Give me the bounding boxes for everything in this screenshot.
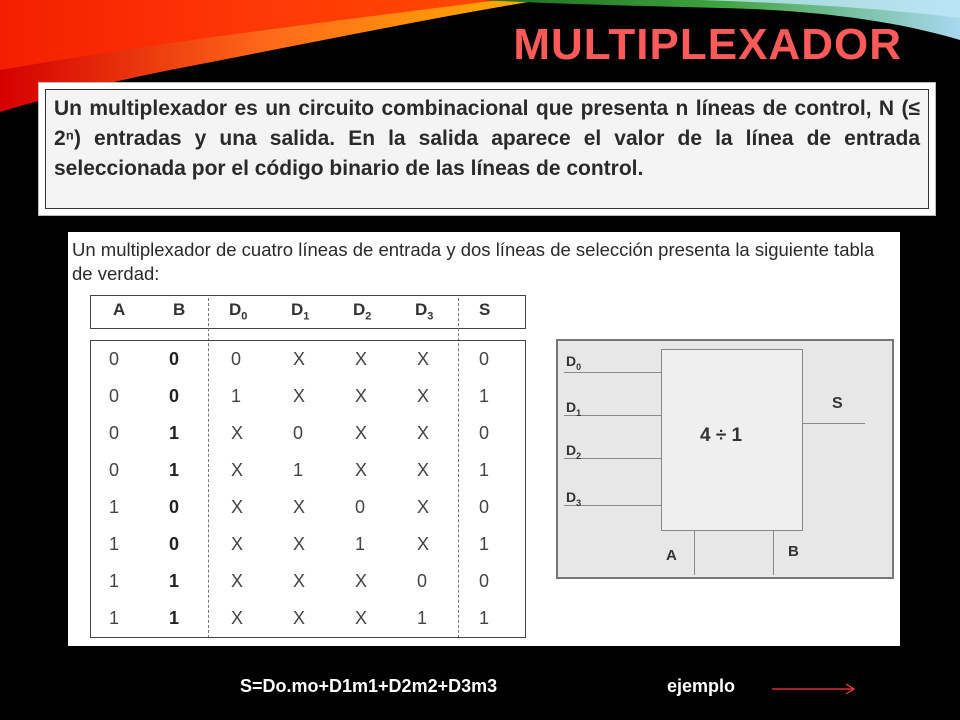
table-cell: 0: [231, 349, 242, 369]
table-row: [91, 567, 525, 604]
table-cell: X: [231, 608, 244, 628]
select-a: A: [666, 547, 677, 564]
table-cell: X: [417, 460, 430, 480]
table-cell: X: [231, 571, 244, 591]
header-d3: $D_3$: [415, 300, 434, 323]
table-cell: X: [417, 497, 430, 517]
table-cell: 1: [109, 571, 120, 591]
slide-title: MULTIPLEXADOR: [513, 20, 902, 69]
table-cell: X: [293, 571, 306, 591]
table-cell: X: [293, 349, 306, 369]
table-row: [91, 345, 525, 382]
table-cell: 1: [109, 608, 120, 628]
table-cell: 0: [479, 497, 490, 517]
table-cell: 1: [231, 386, 242, 406]
truth-table-panel: [68, 232, 900, 646]
header-d2: $D_2$: [353, 300, 372, 323]
table-row: [91, 604, 525, 641]
table-row: [91, 419, 525, 456]
table-intro: Un multiplexador de cuatro líneas de entrada y dos líneas de selección presenta la siguiente tabla de verdad:: [72, 239, 875, 284]
input-d0: $D_0$: [566, 353, 582, 372]
table-cell: X: [417, 386, 430, 406]
input-d2: $D_2$: [566, 442, 582, 461]
mux-block-label: 4 ÷ 1: [700, 425, 743, 446]
table-cell: X: [355, 423, 368, 443]
table-row: [91, 530, 525, 567]
table-cell: X: [355, 571, 368, 591]
input-d1: $D_1$: [566, 399, 582, 418]
table-cell: 1: [293, 460, 304, 480]
table-cell: 1: [479, 608, 490, 628]
table-cell: 1: [169, 460, 180, 480]
table-cell: 0: [417, 571, 428, 591]
mux-diagram: [556, 339, 894, 579]
table-cell: X: [355, 608, 368, 628]
table-cell: 0: [479, 423, 490, 443]
table-cell: 0: [169, 349, 180, 369]
table-header: [90, 295, 526, 329]
table-row: [91, 382, 525, 419]
table-cell: 0: [479, 571, 490, 591]
table-cell: X: [355, 349, 368, 369]
table-cell: X: [231, 534, 244, 554]
arrow-right-icon: [772, 682, 858, 696]
table-cell: 1: [479, 534, 490, 554]
table-cell: X: [417, 349, 430, 369]
table-cell: 0: [479, 349, 490, 369]
table-cell: X: [355, 460, 368, 480]
table-cell: 0: [169, 534, 180, 554]
header-s: S: [479, 300, 491, 319]
table-cell: 1: [169, 571, 180, 591]
table-cell: 1: [109, 534, 120, 554]
table-cell: 0: [293, 423, 304, 443]
table-cell: X: [355, 386, 368, 406]
table-cell: 0: [355, 497, 366, 517]
table-row: [91, 456, 525, 493]
table-cell: 1: [479, 386, 490, 406]
select-b: B: [788, 543, 799, 560]
output-s: S: [832, 395, 843, 412]
mux-block: [661, 349, 803, 531]
header-a: A: [113, 300, 126, 319]
table-cell: X: [293, 608, 306, 628]
table-cell: X: [231, 423, 244, 443]
table-cell: 1: [479, 460, 490, 480]
table-row: [91, 493, 525, 530]
table-cell: 0: [109, 349, 120, 369]
table-cell: 1: [355, 534, 366, 554]
example-link[interactable]: ejemplo: [667, 676, 736, 696]
table-body: [90, 340, 526, 638]
table-cell: 1: [169, 423, 180, 443]
table-cell: 1: [169, 608, 180, 628]
table-cell: X: [293, 386, 306, 406]
header-b: B: [173, 300, 186, 319]
table-cell: X: [417, 423, 430, 443]
table-cell: 1: [109, 497, 120, 517]
table-cell: X: [293, 497, 306, 517]
table-cell: 1: [417, 608, 428, 628]
header-d1: $D_1$: [291, 300, 310, 323]
table-cell: 0: [109, 460, 120, 480]
table-cell: X: [417, 534, 430, 554]
header-d0: $D_0$: [229, 300, 248, 323]
table-cell: X: [293, 534, 306, 554]
table-cell: X: [231, 460, 244, 480]
input-d3: $D_3$: [566, 489, 582, 508]
formula-text: S=Do.mo+D1m1+D2m2+D3m3: [240, 676, 498, 696]
table-cell: 0: [109, 423, 120, 443]
table-cell: X: [231, 497, 244, 517]
table-cell: 0: [109, 386, 120, 406]
definition-text: Un multiplexador es un circuito combinacional que presenta n líneas de control, N (≤ 2ⁿ) entradas y una salida. En la salida aparece el valor de la línea de entrada seleccionada por el código binario de las líneas de control.: [45, 89, 929, 209]
table-cell: 0: [169, 497, 180, 517]
definition-box: [38, 82, 936, 216]
table-cell: 0: [169, 386, 180, 406]
